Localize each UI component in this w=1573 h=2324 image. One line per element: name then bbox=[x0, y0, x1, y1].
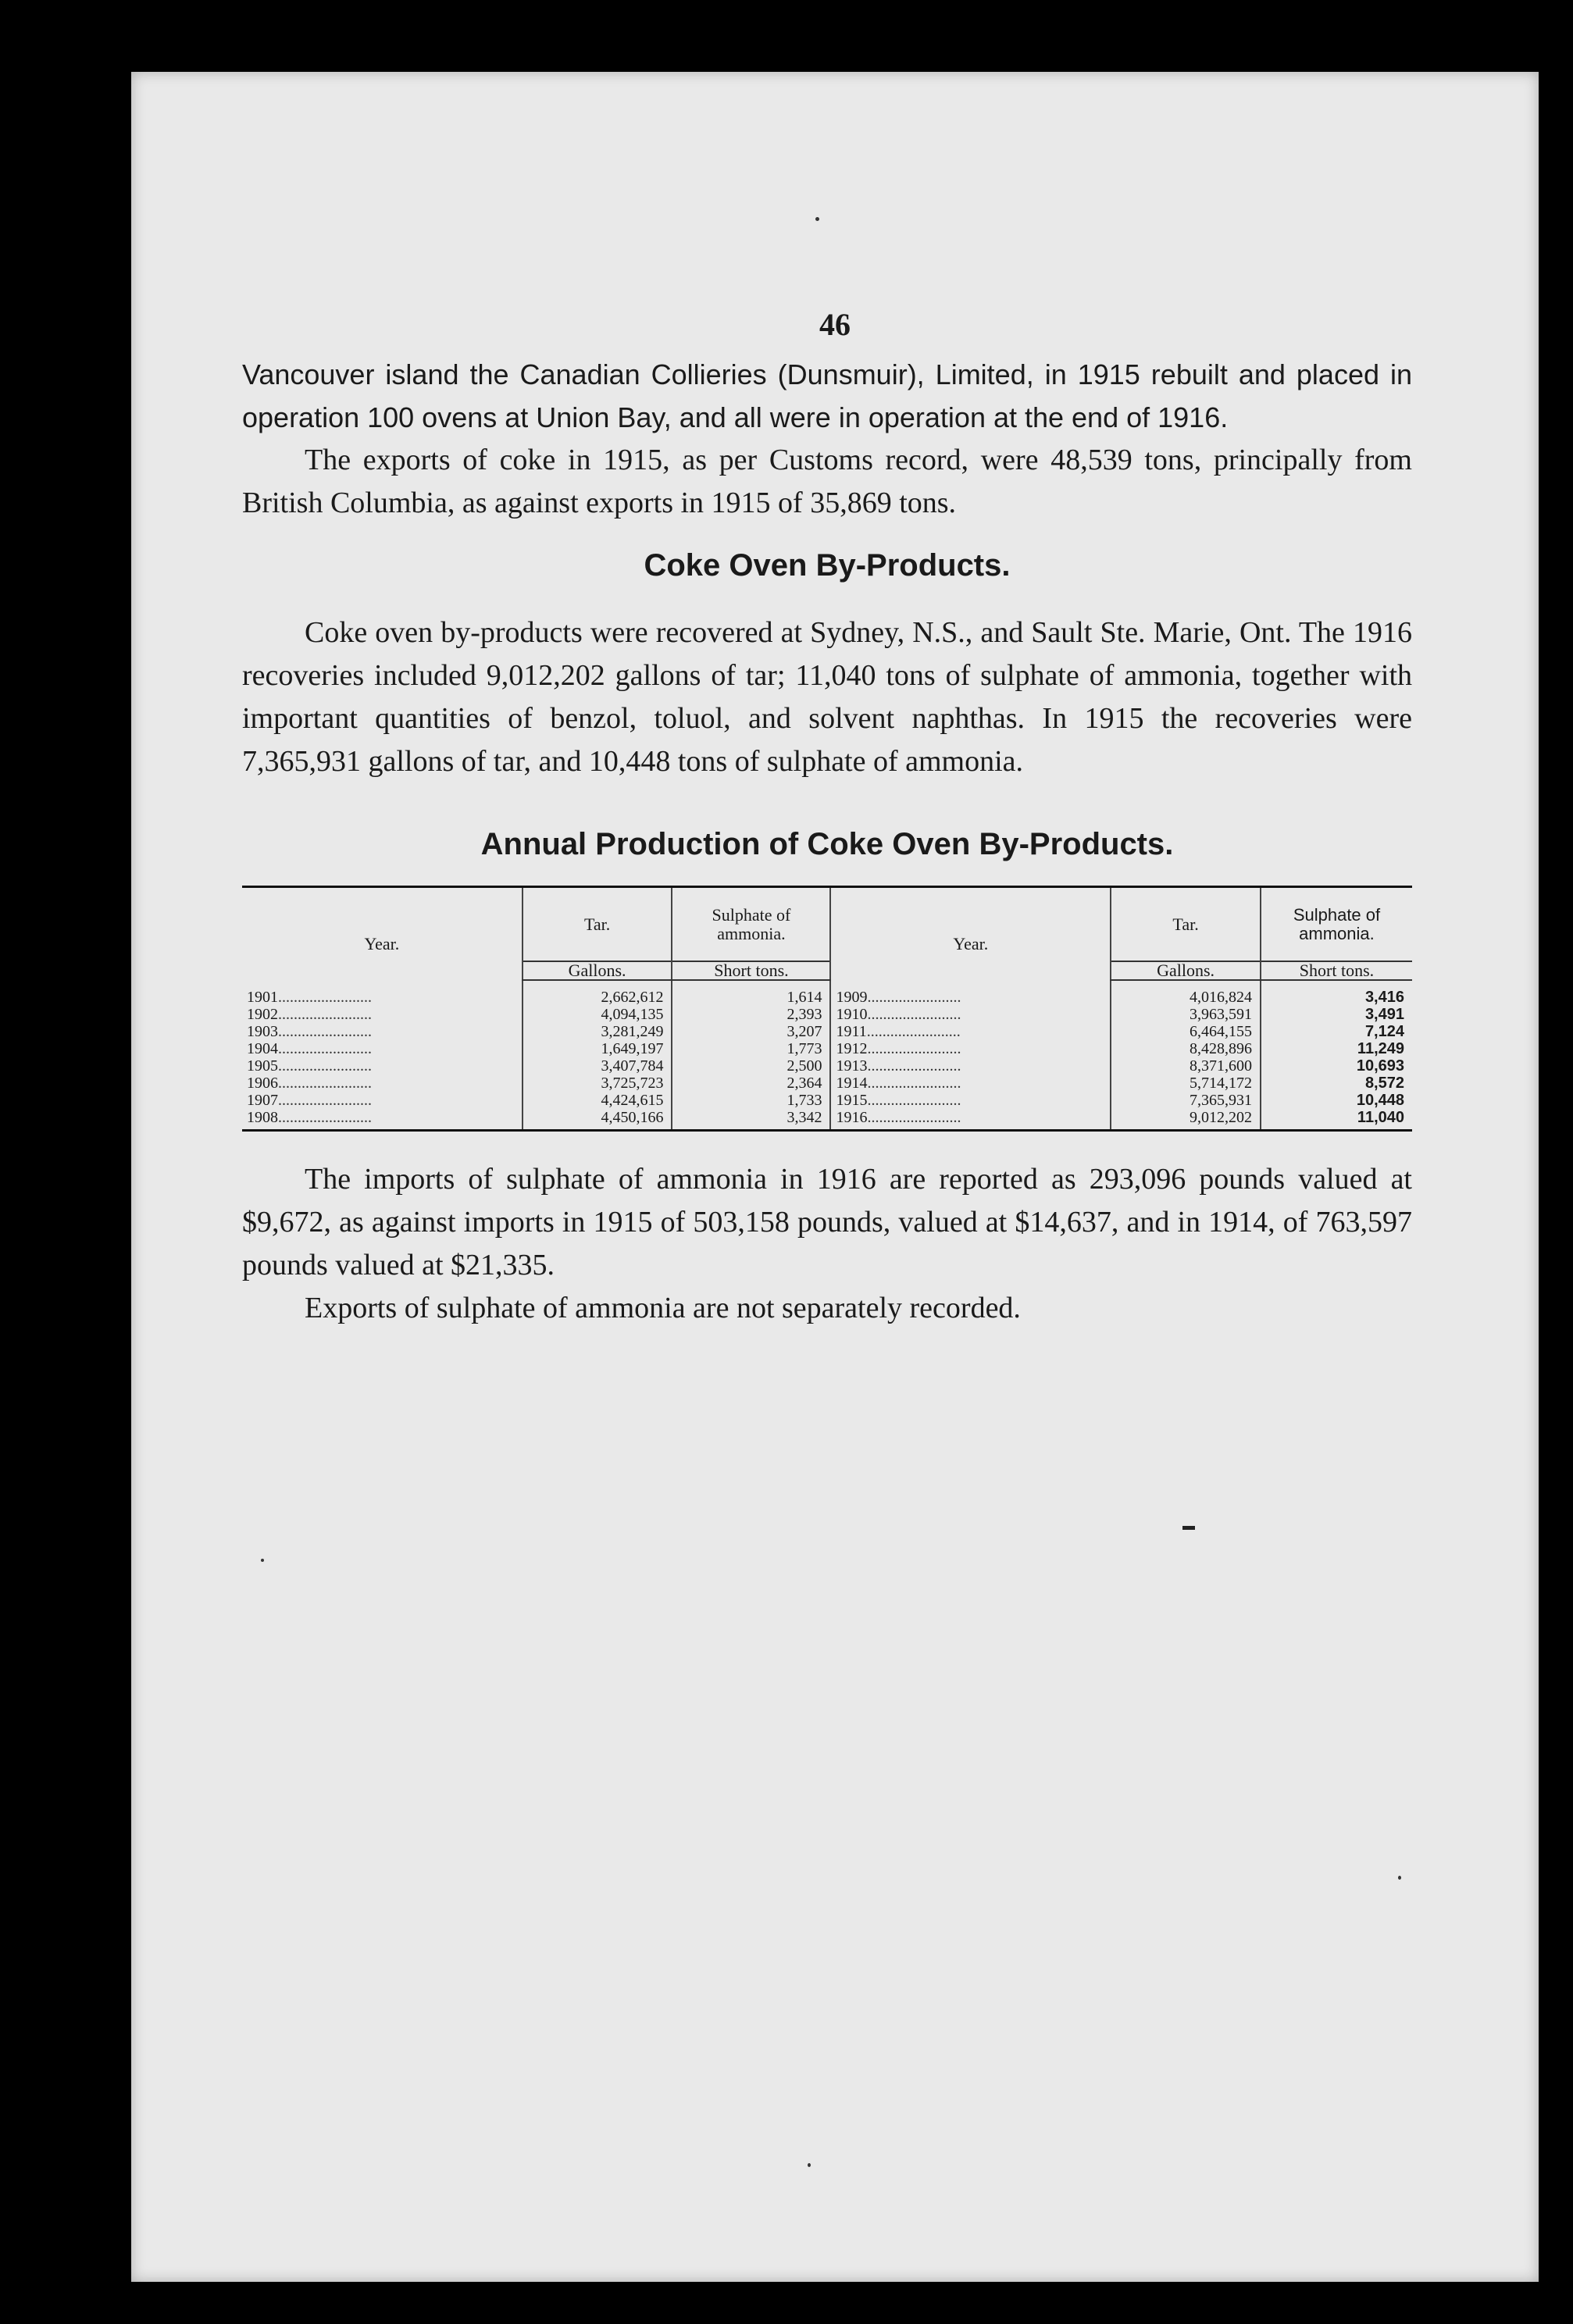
cell-year bbox=[242, 1092, 523, 1109]
unit-year2-empty bbox=[830, 961, 1111, 980]
cell-year bbox=[242, 1075, 523, 1092]
cell-year-2 bbox=[830, 980, 1111, 1006]
cell-sulphate: 1,614 bbox=[672, 980, 830, 1006]
table-row bbox=[242, 1075, 1412, 1092]
unit-tar: Gallons. bbox=[523, 961, 672, 980]
cell-tar: 2,662,612 bbox=[523, 980, 672, 1006]
table-row bbox=[242, 1040, 1412, 1057]
cell-tar: 4,450,166 bbox=[523, 1109, 672, 1131]
table-row bbox=[242, 1109, 1412, 1131]
main-content bbox=[242, 353, 1412, 1330]
paragraph-vancouver: Vancouver island the Canadian Collieries (Dunsmuir), Limited, in 1915 rebuilt and placed in operation 100 ovens at Union Bay, and all were in operation at the end of 1916. bbox=[242, 358, 1412, 433]
cell-year-2-label: 1912 bbox=[836, 1040, 868, 1057]
cell-sulphate: 3,207 bbox=[672, 1023, 830, 1040]
leader-dots: ........................ bbox=[867, 1092, 961, 1109]
paragraph-exports-note: Exports of sulphate of ammonia are not separately recorded. bbox=[305, 1292, 1021, 1324]
cell-tar-2: 8,371,600 bbox=[1111, 1057, 1261, 1075]
cell-year-label: 1901 bbox=[247, 988, 278, 1006]
leader-dots: ........................ bbox=[278, 1109, 372, 1126]
leader-dots: ........................ bbox=[278, 1092, 372, 1109]
leader-dots: ........................ bbox=[867, 1057, 961, 1075]
cell-tar-2: 6,464,155 bbox=[1111, 1023, 1261, 1040]
cell-year-label: 1904 bbox=[247, 1040, 278, 1057]
cell-tar: 4,424,615 bbox=[523, 1092, 672, 1109]
cell-year bbox=[242, 1057, 523, 1075]
leader-dots: ........................ bbox=[278, 988, 372, 1006]
cell-sulphate: 2,364 bbox=[672, 1075, 830, 1092]
cell-year-2-label: 1915 bbox=[836, 1092, 868, 1109]
cell-tar-2: 4,016,824 bbox=[1111, 980, 1261, 1006]
cell-year-label: 1903 bbox=[247, 1023, 278, 1040]
leader-dots: ........................ bbox=[278, 1023, 372, 1040]
cell-sulphate: 3,342 bbox=[672, 1109, 830, 1131]
cell-year bbox=[242, 1040, 523, 1057]
unit-sulphate: Short tons. bbox=[672, 961, 830, 980]
cell-year bbox=[242, 1006, 523, 1023]
unit-year-empty bbox=[242, 961, 523, 980]
cell-year-label: 1902 bbox=[247, 1006, 278, 1023]
table-units-row bbox=[242, 961, 1412, 980]
cell-sulphate-2: 11,249 bbox=[1261, 1040, 1412, 1057]
ink-speck bbox=[808, 2163, 811, 2167]
cell-sulphate: 1,773 bbox=[672, 1040, 830, 1057]
section-heading: Coke Oven By-Products. bbox=[644, 548, 1011, 583]
production-table bbox=[242, 888, 1412, 1132]
cell-tar-2: 8,428,896 bbox=[1111, 1040, 1261, 1057]
header-sulphate-2: Sulphate of ammonia. bbox=[1261, 888, 1412, 961]
cell-year-2 bbox=[830, 1109, 1111, 1131]
cell-year-2 bbox=[830, 1023, 1111, 1040]
paragraph-byproducts: Coke oven by-products were recovered at Sydney, N.S., and Sault Ste. Marie, Ont. The 1916 recoveries included 9,012,202 gallons of tar; 11,040 tons of sulphate of ammonia, together with important quantities of benzol, toluol, and solvent naphthas. In 1915 the recoveries were 7,365,931 gallons of tar, and 10,448 tons of sulphate of ammonia. bbox=[242, 616, 1412, 778]
cell-tar: 3,407,784 bbox=[523, 1057, 672, 1075]
cell-year-label: 1908 bbox=[247, 1109, 278, 1126]
cell-year-label: 1905 bbox=[247, 1057, 278, 1075]
ink-dash bbox=[1182, 1526, 1195, 1530]
page-number: 46 bbox=[819, 307, 851, 342]
leader-dots: ........................ bbox=[867, 1040, 961, 1057]
ink-speck bbox=[261, 1559, 264, 1562]
table-row bbox=[242, 980, 1412, 1006]
leader-dots: ........................ bbox=[867, 1006, 961, 1023]
unit-tar-2: Gallons. bbox=[1111, 961, 1261, 980]
ink-speck bbox=[815, 217, 819, 221]
cell-year-2-label: 1914 bbox=[836, 1075, 868, 1092]
cell-year-2-label: 1909 bbox=[836, 988, 868, 1006]
cell-tar-2: 7,365,931 bbox=[1111, 1092, 1261, 1109]
leader-dots: ........................ bbox=[278, 1075, 372, 1092]
cell-tar: 3,281,249 bbox=[523, 1023, 672, 1040]
cell-sulphate: 1,733 bbox=[672, 1092, 830, 1109]
cell-sulphate-2: 8,572 bbox=[1261, 1075, 1412, 1092]
cell-year-2 bbox=[830, 1057, 1111, 1075]
cell-sulphate-2: 3,491 bbox=[1261, 1006, 1412, 1023]
cell-tar-2: 3,963,591 bbox=[1111, 1006, 1261, 1023]
cell-year-2-label: 1913 bbox=[836, 1057, 868, 1075]
header-sulphate: Sulphate of ammonia. bbox=[672, 888, 830, 961]
table-row bbox=[242, 1057, 1412, 1075]
leader-dots: ........................ bbox=[867, 1109, 961, 1126]
cell-sulphate: 2,500 bbox=[672, 1057, 830, 1075]
leader-dots: ........................ bbox=[866, 1023, 961, 1040]
table-row bbox=[242, 1023, 1412, 1040]
cell-year-2 bbox=[830, 1075, 1111, 1092]
cell-year-2-label: 1910 bbox=[836, 1006, 868, 1023]
cell-tar-2: 9,012,202 bbox=[1111, 1109, 1261, 1131]
cell-year bbox=[242, 980, 523, 1006]
unit-sulphate-2: Short tons. bbox=[1261, 961, 1412, 980]
cell-tar: 1,649,197 bbox=[523, 1040, 672, 1057]
cell-sulphate-2: 3,416 bbox=[1261, 980, 1412, 1006]
header-tar: Tar. bbox=[523, 888, 672, 961]
cell-year-2-label: 1911 bbox=[836, 1023, 867, 1040]
cell-year bbox=[242, 1109, 523, 1131]
cell-year-2 bbox=[830, 1092, 1111, 1109]
header-year-2: Year. bbox=[830, 888, 1111, 961]
cell-year-2 bbox=[830, 1006, 1111, 1023]
table-row bbox=[242, 1092, 1412, 1109]
table-title: Annual Production of Coke Oven By-Products. bbox=[480, 827, 1174, 861]
table-row bbox=[242, 1006, 1412, 1023]
cell-year-2-label: 1916 bbox=[836, 1109, 868, 1126]
ink-speck bbox=[1398, 1876, 1401, 1880]
cell-tar-2: 5,714,172 bbox=[1111, 1075, 1261, 1092]
cell-year-2 bbox=[830, 1040, 1111, 1057]
cell-year-label: 1906 bbox=[247, 1075, 278, 1092]
cell-tar: 3,725,723 bbox=[523, 1075, 672, 1092]
cell-sulphate-2: 11,040 bbox=[1261, 1109, 1412, 1131]
cell-tar: 4,094,135 bbox=[523, 1006, 672, 1023]
cell-year-label: 1907 bbox=[247, 1092, 278, 1109]
paragraph-imports: The imports of sulphate of ammonia in 1916 are reported as 293,096 pounds valued at $9,672, as against imports in 1915 of 503,158 pounds, valued at $14,637, and in 1914, of 763,597 pounds valued at $21,335. bbox=[242, 1163, 1412, 1281]
leader-dots: ........................ bbox=[278, 1006, 372, 1023]
leader-dots: ........................ bbox=[867, 1075, 961, 1092]
leader-dots: ........................ bbox=[867, 988, 961, 1006]
leader-dots: ........................ bbox=[278, 1057, 372, 1075]
leader-dots: ........................ bbox=[278, 1040, 372, 1057]
header-tar-2: Tar. bbox=[1111, 888, 1261, 961]
table-header-row bbox=[242, 888, 1412, 961]
paragraph-exports: The exports of coke in 1915, as per Customs record, were 48,539 tons, principally from British Columbia, as against exports in 1915 of 35,869 tons. bbox=[242, 444, 1412, 519]
cell-sulphate-2: 10,448 bbox=[1261, 1092, 1412, 1109]
table-body bbox=[242, 980, 1412, 1131]
cell-sulphate: 2,393 bbox=[672, 1006, 830, 1023]
cell-sulphate-2: 7,124 bbox=[1261, 1023, 1412, 1040]
cell-sulphate-2: 10,693 bbox=[1261, 1057, 1412, 1075]
cell-year bbox=[242, 1023, 523, 1040]
header-year: Year. bbox=[364, 934, 400, 953]
